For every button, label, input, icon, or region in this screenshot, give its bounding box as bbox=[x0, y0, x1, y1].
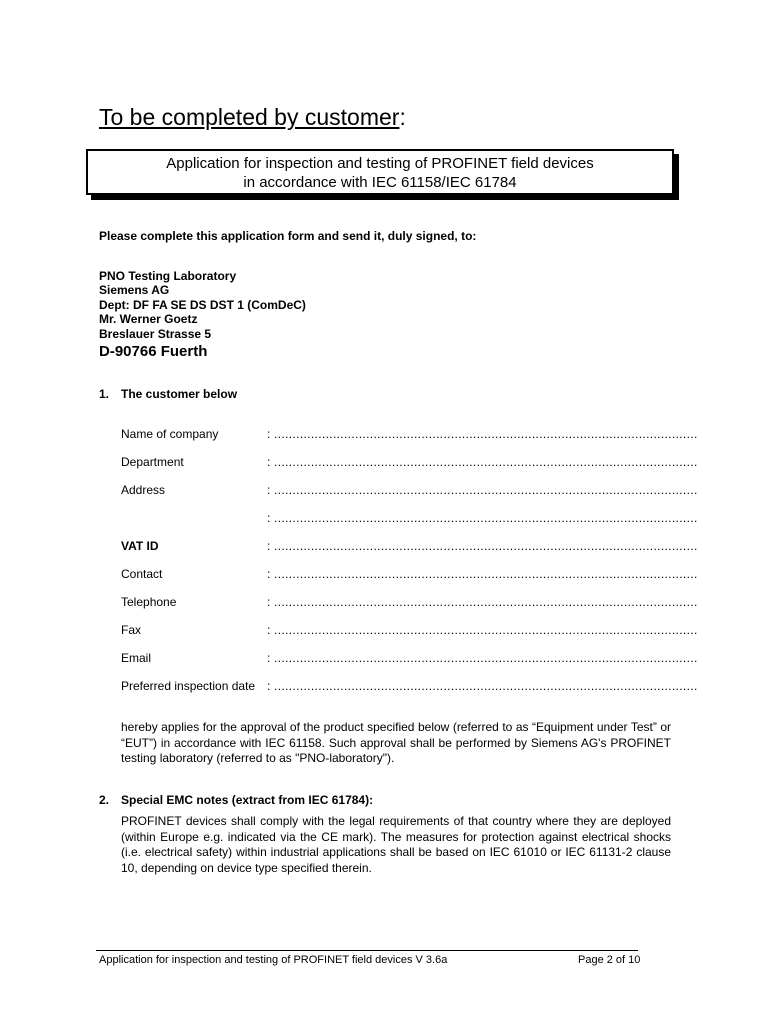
contact-input[interactable]: ................................................................................................................... bbox=[274, 567, 698, 581]
field-telephone bbox=[121, 595, 698, 611]
preferred-inspection-date-input[interactable]: ................................................................................................................... bbox=[274, 679, 698, 693]
address-line-3: Dept: DF FA SE DS DST 1 (ComDeC) bbox=[99, 297, 306, 312]
address-line-5: Breslauer Strasse 5 bbox=[99, 326, 212, 341]
footer-document-title: Application for inspection and testing of PROFINET field devices V 3.6a bbox=[99, 954, 448, 966]
title-line-2: in accordance with IEC 61158/IEC 61784 bbox=[243, 174, 517, 191]
field-contact bbox=[121, 567, 698, 583]
field-name-of-company bbox=[121, 427, 698, 443]
emc-notes-paragraph: PROFINET devices shall comply with the legal requirements of that country where they are deployed (within Europe e.g. indicated via the CE mark). The measures for protection against electrical shocks (i.e. electrical safety) within industrial applications shall be based on IEC 61010 or IEC 61131-2 clause 10, depending on device type specified therein. bbox=[121, 814, 671, 875]
address-input[interactable]: ................................................................................................................... bbox=[274, 483, 698, 497]
address-city: D-90766 Fuerth bbox=[99, 343, 208, 361]
field-label: VAT ID bbox=[121, 539, 159, 553]
field-label: Name of company bbox=[121, 427, 219, 441]
field-vat-id bbox=[121, 539, 698, 555]
fax-input[interactable]: ................................................................................................................... bbox=[274, 623, 698, 637]
field-separator: : bbox=[267, 567, 271, 581]
address-line-2: Siemens AG bbox=[99, 283, 170, 298]
vat-id-input[interactable]: ................................................................................................................... bbox=[274, 539, 698, 553]
field-separator: : bbox=[267, 623, 271, 637]
title-box bbox=[86, 149, 674, 195]
field-separator: : bbox=[267, 651, 271, 665]
field-label: Email bbox=[121, 651, 152, 665]
field-separator: : bbox=[267, 539, 271, 553]
title-line-1: Application for inspection and testing of PROFINET field devices bbox=[166, 155, 594, 172]
footer-divider bbox=[96, 950, 638, 951]
field-separator: : bbox=[267, 455, 271, 469]
section-2-title-text: Special EMC notes (extract from IEC 61784): bbox=[121, 793, 374, 807]
heading-colon: : bbox=[399, 104, 406, 130]
section-1-title bbox=[99, 387, 237, 401]
address-line-4: Mr. Werner Goetz bbox=[99, 312, 198, 327]
email-input[interactable]: ................................................................................................................... bbox=[274, 651, 698, 665]
field-address bbox=[121, 483, 698, 499]
field-address-line-2 bbox=[121, 511, 698, 527]
field-label: Department bbox=[121, 455, 184, 469]
field-separator: : bbox=[267, 679, 271, 693]
field-department bbox=[121, 455, 698, 471]
field-separator: : bbox=[267, 427, 271, 441]
field-separator: : bbox=[267, 511, 271, 525]
address-line-2-input[interactable]: ................................................................................................................... bbox=[274, 511, 698, 525]
field-label: Fax bbox=[121, 623, 142, 637]
field-label: Address bbox=[121, 483, 166, 497]
field-label: Contact bbox=[121, 567, 163, 581]
recipient-address bbox=[99, 269, 306, 362]
department-input[interactable]: ................................................................................................................... bbox=[274, 455, 698, 469]
field-fax bbox=[121, 623, 698, 639]
field-separator: : bbox=[267, 595, 271, 609]
field-separator: : bbox=[267, 483, 271, 497]
field-label: Telephone bbox=[121, 595, 177, 609]
section-2-title bbox=[99, 793, 373, 807]
section-1-title-text: The customer below bbox=[121, 387, 238, 401]
section-2-number: 2. bbox=[99, 793, 110, 807]
instruction-text: Please complete this application form and send it, duly signed, to: bbox=[99, 229, 477, 243]
name-of-company-input[interactable]: ................................................................................................................... bbox=[274, 427, 698, 441]
telephone-input[interactable]: ................................................................................................................... bbox=[274, 595, 698, 609]
field-email bbox=[121, 651, 698, 667]
page-heading bbox=[99, 104, 406, 131]
footer-page-number: Page 2 of 10 bbox=[578, 954, 641, 966]
section-1-number: 1. bbox=[99, 387, 110, 401]
field-label: Preferred inspection date bbox=[121, 679, 256, 693]
applies-paragraph: hereby applies for the approval of the product specified below (referred to as “Equipment under Test” or “EUT”) in accordance with IEC 61158. Such approval shall be performed by Siemens AG's PROFINET testing laboratory (referred to as "PNO-laboratory"). bbox=[121, 720, 671, 765]
heading-text: To be completed by customer bbox=[99, 104, 400, 130]
address-line-1: PNO Testing Laboratory bbox=[99, 269, 237, 283]
field-preferred-inspection-date bbox=[121, 679, 698, 695]
